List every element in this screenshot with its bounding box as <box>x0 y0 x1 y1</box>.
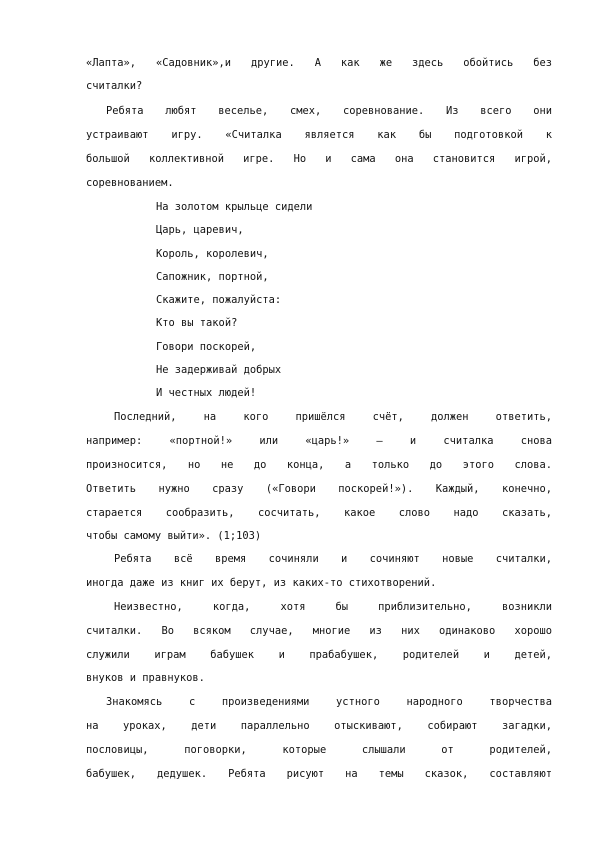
text-line: «Лапта», «Садовник»,и другие. А как же здесь обойтись без <box>86 57 552 69</box>
text-line: произносится, но не до конца, а только до этого слова. <box>86 459 552 471</box>
text-line: на уроках, дети параллельно отыскивают, собирают загадки, <box>86 720 552 732</box>
text-line: старается сообразить, сосчитать, какое слово надо сказать, <box>86 507 552 519</box>
text-line: Знакомясь с произведениями устного народного творчества <box>106 696 552 708</box>
text-line: например: «портной!» или «царь!» – и считалка снова <box>86 435 552 447</box>
text-line: Ребята любят веселье, смех, соревнование. Из всего они <box>106 105 552 117</box>
poem-line: Говори поскорей, <box>156 341 257 353</box>
text-line: служили играм бабушек и прабабушек, родителей и детей, <box>86 649 552 661</box>
text-line: Ответить нужно сразу («Говори поскорей!»). Каждый, конечно, <box>86 483 552 495</box>
poem-line: Царь, царевич, <box>156 224 244 236</box>
poem-line: И честных людей! <box>156 387 257 399</box>
poem-line: Скажите, пожалуйста: <box>156 294 282 306</box>
poem-line: Сапожник, портной, <box>156 271 269 283</box>
text-line: устраивают игру. «Считалка является как бы подготовкой к <box>86 129 552 141</box>
text-line: большой коллективной игре. Но и сама она становится игрой, <box>86 153 552 165</box>
text-line: Ребята всё время сочиняли и сочиняют новые считалки, <box>114 553 552 565</box>
text-line: Последний, на кого пришёлся счёт, должен ответить, <box>114 411 552 423</box>
poem-line: Король, королевич, <box>156 248 269 260</box>
text-line: иногда даже из книг их берут, из каких-то стихотворений. <box>86 577 437 589</box>
text-line: соревнованием. <box>86 177 174 189</box>
text-line: внуков и правнуков. <box>86 672 205 684</box>
text-line: Неизвестно, когда, хотя бы приблизительно, возникли <box>114 601 552 613</box>
poem-line: Не задерживай добрых <box>156 364 282 376</box>
poem-line: На золотом крыльце сидели <box>156 201 313 213</box>
poem-line: Кто вы такой? <box>156 317 238 329</box>
text-line: пословицы, поговорки, которые слышали от родителей, <box>86 744 552 756</box>
text-line: чтобы самому выйти». (1;103) <box>86 530 262 542</box>
text-line: считалки? <box>86 80 143 92</box>
text-line: считалки. Во всяком случае, многие из них одинаково хорошо <box>86 625 552 637</box>
text-line: бабушек, дедушек. Ребята рисуют на темы сказок, составляют <box>86 768 552 780</box>
